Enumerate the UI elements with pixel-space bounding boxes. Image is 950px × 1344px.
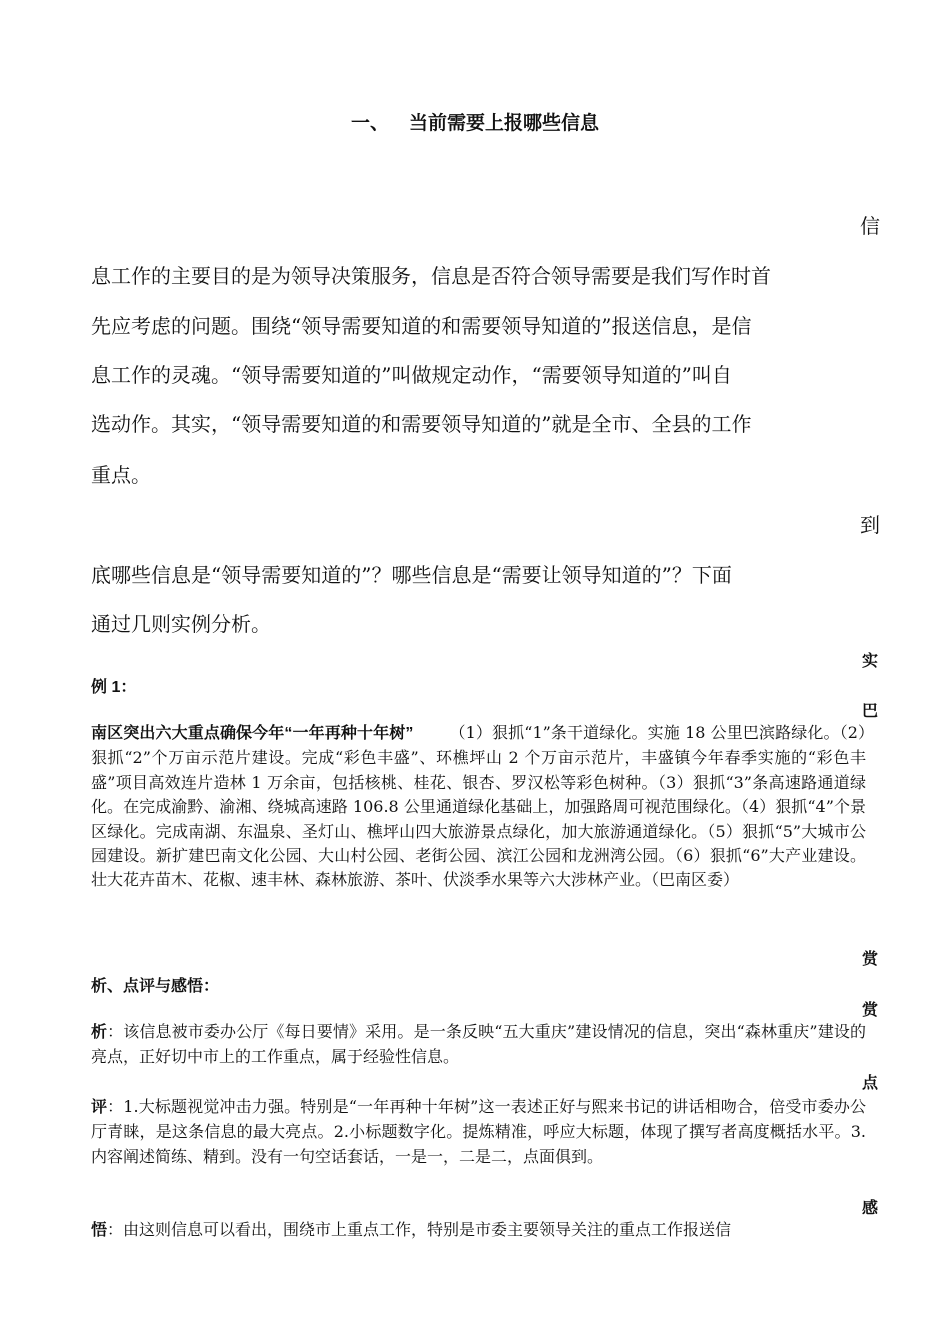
analysis-margin-mark: 赏 — [861, 1000, 878, 1019]
intro-line: 先应考虑的问题。围绕“领导需要知道的和需要领导知道的”报送信息，是信 — [91, 314, 752, 338]
heading-text: 当前需要上报哪些信息 — [409, 113, 600, 134]
intro-first-char: 信 — [860, 214, 880, 238]
example-paragraph — [91, 721, 866, 893]
ping-text: ：1.大标题视觉冲击力强。特别是“一年再种十年树”这一表述正好与熙来书记的讲话相吻合，倍受市委办公厅青睐，是这条信息的最大亮点。2.小标题数字化。提炼精准，呼应大标题，体现了撰写者高度概括水平。3.内容阐述简练、精到。没有一句空话套话，一是一，二是二，点面俱到。 — [91, 1097, 866, 1166]
analysis-wu-paragraph — [91, 1218, 866, 1244]
intro2-line: 通过几则实例分析。 — [91, 612, 271, 636]
example-body: （1）狠抓“1”条干道绿化。实施 18 公里巴滨路绿化。（2）狠抓“2”个万亩示范片建设。完成“彩色丰盛”、环樵坪山 2 个万亩示范片，丰盛镇今年春季实施的“彩色丰盛”项目高效连片造林 1 万余亩，包括核桃、桂花、银杏、罗汉松等彩色树种。（3）狠抓“3”条高速路通道绿化。在完成渝黔、渝湘、绕城高速路 106.8 公里通道绿化基础上，加强路周可视范围绿化。（4）狠抓“4”个景区绿化。完成南湖、东温泉、圣灯山、樵坪山四大旅游景点绿化，加大旅游通道绿化。（5）狠抓“5”大城市公园建设。新扩建巴南文化公园、大山村公园、老街公园、滨江公园和龙洲湾公园。（6）狠抓“6”大产业建设。壮大花卉苗木、花椒、速丰林、森林旅游、茶叶、伏淡季水果等六大涉林产业。（巴南区委） — [91, 723, 866, 890]
intro2-line: 底哪些信息是“领导需要知道的”？哪些信息是“需要让领导知道的”？下面 — [91, 563, 732, 587]
example-label: 例 1： — [91, 679, 137, 696]
wu-text: ：由这则信息可以看出，围绕市上重点工作，特别是市委主要领导关注的重点工作报送信 — [107, 1220, 732, 1239]
intro2-first-char: 到 — [860, 513, 880, 537]
example-margin-mark: 巴 — [861, 701, 878, 720]
example-headline: 南区突出六大重点确保今年“一年再种十年树” — [91, 725, 414, 742]
section-heading — [0, 108, 950, 135]
intro-line: 息工作的灵魂。“领导需要知道的”叫做规定动作，“需要领导知道的”叫自 — [91, 363, 732, 387]
heading-number: 一、 — [350, 113, 389, 134]
intro-line: 选动作。其实，“领导需要知道的和需要领导知道的”就是全市、全县的工作 — [91, 412, 752, 436]
analysis-margin-mark: 赏 — [861, 949, 878, 968]
analysis-ping-paragraph — [91, 1095, 866, 1169]
intro-line: 重点。 — [91, 463, 151, 487]
intro-line: 息工作的主要目的是为领导决策服务，信息是否符合领导需要是我们写作时首 — [91, 264, 771, 288]
analysis-margin-mark: 点 — [861, 1073, 878, 1092]
xi-label: 析 — [91, 1024, 108, 1041]
xi-text: ：该信息被市委办公厅《每日要情》采用。是一条反映“五大重庆”建设情况的信息，突出“森林重庆”建设的亮点，正好切中市上的工作重点，属于经验性信息。 — [91, 1022, 866, 1067]
analysis-label: 析、点评与感悟： — [91, 978, 220, 995]
ping-label: 评 — [91, 1099, 108, 1116]
analysis-xi-paragraph — [91, 1020, 866, 1070]
example-margin-mark: 实 — [861, 651, 878, 670]
wu-label: 悟 — [91, 1222, 108, 1239]
analysis-margin-mark: 感 — [861, 1198, 878, 1217]
